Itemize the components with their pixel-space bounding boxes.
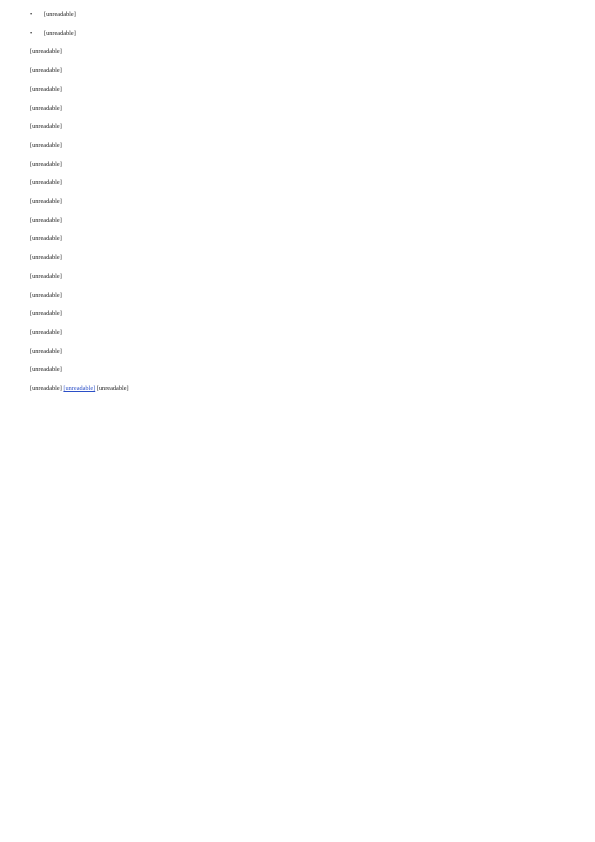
paragraph: [unreadable]: [30, 198, 62, 206]
paragraph: [unreadable]: [30, 254, 62, 262]
paragraph: [unreadable]: [30, 160, 62, 168]
paragraph-text: [unreadable]: [96, 385, 129, 393]
list-item: [30, 29, 561, 39]
paragraph: [unreadable]: [30, 216, 62, 224]
list-item-text: [unreadable]: [44, 29, 76, 37]
paragraph: [unreadable]: [30, 328, 62, 336]
paragraph: [unreadable]: [30, 179, 62, 187]
paragraph: [unreadable]: [30, 48, 62, 56]
paragraph: [unreadable]: [30, 85, 62, 93]
bullet-marker: •: [30, 11, 33, 18]
document-link[interactable]: [unreadable]: [63, 385, 96, 393]
paragraph: [unreadable]: [30, 272, 62, 280]
paragraph: [unreadable]: [30, 104, 62, 112]
paragraph: [unreadable]: [30, 310, 62, 318]
paragraph-with-link: [30, 384, 561, 394]
list-item-text: [unreadable]: [44, 11, 76, 18]
paragraph-text: [unreadable]: [30, 385, 62, 393]
paragraph: [unreadable]: [30, 141, 62, 149]
paragraph: [unreadable]: [30, 347, 62, 355]
paragraph: [unreadable]: [30, 291, 62, 299]
paragraph: [unreadable]: [30, 123, 62, 131]
paragraph: [unreadable]: [30, 235, 62, 243]
bullet-marker: •: [30, 29, 33, 37]
paragraph: [unreadable]: [30, 366, 62, 374]
paragraph: [unreadable]: [30, 67, 62, 75]
list-item: [30, 10, 561, 20]
